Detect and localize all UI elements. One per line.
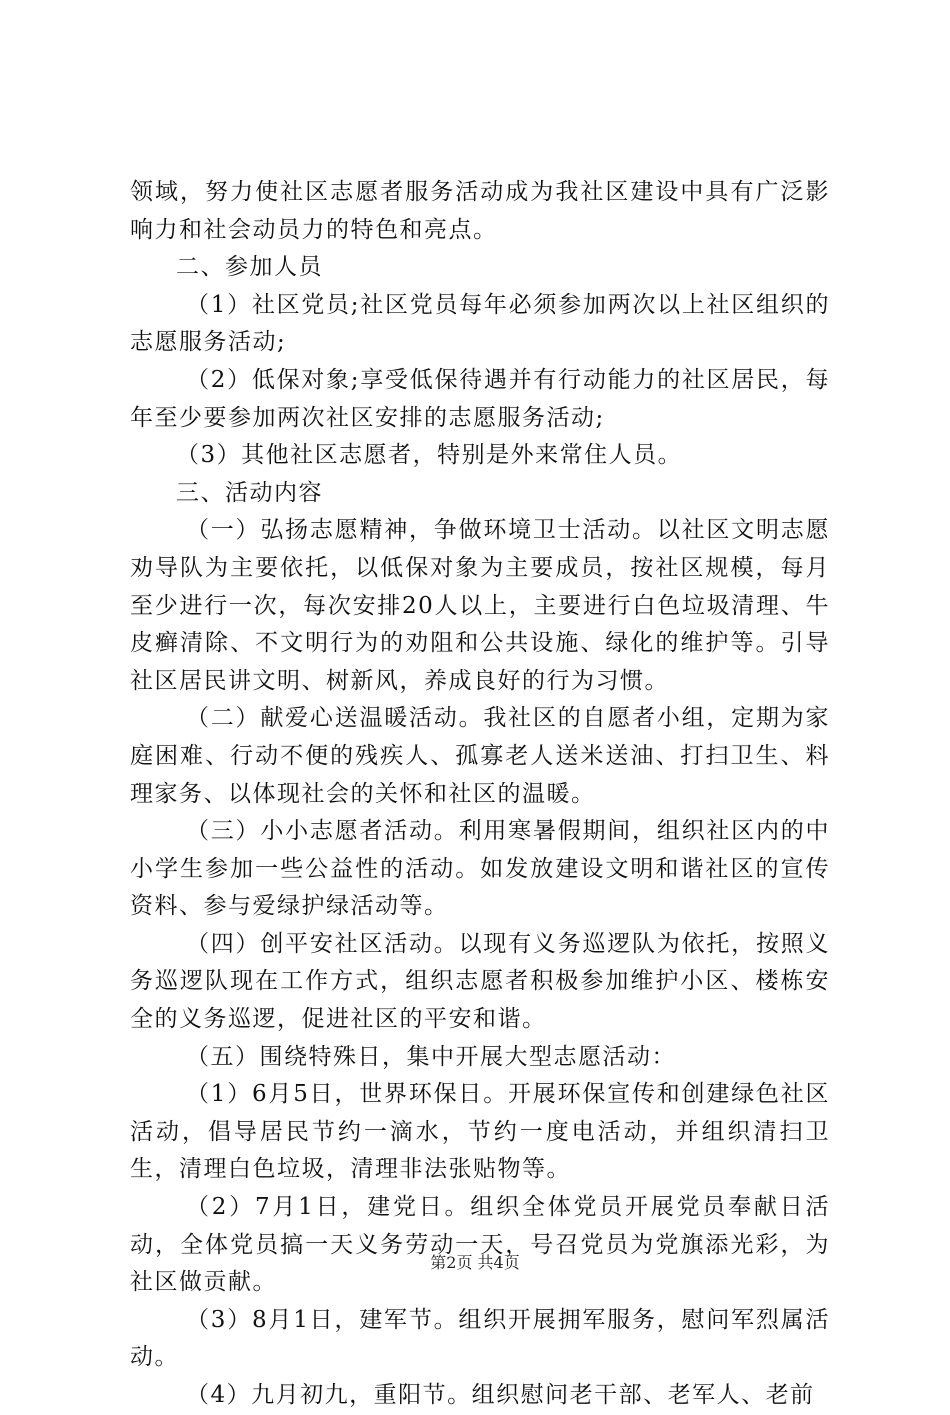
section-heading: 三、活动内容 xyxy=(176,479,323,506)
paragraph: （3）其他社区志愿者，特别是外来常住人员。 xyxy=(176,442,683,469)
paragraph: （2）7月1日，建党日。组织全体党员开展党员奉献日活动，全体党员搞一天义务劳动一天，号召党员为党旗添光彩，为社区做贡献。 xyxy=(130,1194,830,1296)
paragraph: （一）弘扬志愿精神，争做环境卫士活动。以社区文明志愿劝导队为主要依托，以低保对象为主要成员，按社区规模，每月至少进行一次，每次安排20人以上，主要进行白色垃圾清理、牛皮癣清除、不文明行为的劝阻和公共设施、绿化的维护等。引导社区居民讲文明、树新风，养成良好的行为习惯。 xyxy=(130,517,830,694)
paragraph: 领域，努力使社区志愿者服务活动成为我社区建设中具有广泛影响力和社会动员力的特色和亮点。 xyxy=(130,179,830,243)
paragraph: （1）社区党员;社区党员每年必须参加两次以上社区组织的志愿服务活动; xyxy=(130,291,830,356)
paragraph: （2）低保对象;享受低保待遇并有行动能力的社区居民，每年至少要参加两次社区安排的志愿服务活动; xyxy=(130,366,830,431)
paragraph: （五）围绕特殊日，集中开展大型志愿活动： xyxy=(186,1043,676,1070)
paragraph: （3）8月1日，建军节。组织开展拥军服务，慰问军烈属活动。 xyxy=(130,1306,830,1371)
paragraph: （三）小小志愿者活动。利用寒暑假期间，组织社区内的中小学生参加一些公益性的活动。如发放建设文明和谐社区的宣传资料、参与爱绿护绿活动等。 xyxy=(130,818,830,920)
paragraph: （4）九月初九，重阳节。组织慰问老干部、老军人、老前 xyxy=(186,1382,815,1408)
paragraph: （四）创平安社区活动。以现有义务巡逻队为依托，按照义务巡逻队现在工作方式，组织志愿者积极参加维护小区、楼栋安全的义务巡逻，促进社区的平安和谐。 xyxy=(130,930,830,1033)
paragraph: （1）6月5日，世界环保日。开展环保宣传和创建绿色社区活动，倡导居民节约一滴水，节约一度电活动，并组织清扫卫生，清理白色垃圾，清理非法张贴物等。 xyxy=(130,1081,830,1183)
page-number-footer: 第2页 共4页 xyxy=(430,1253,520,1272)
section-heading: 二、参加人员 xyxy=(176,254,323,281)
document-body xyxy=(130,174,830,1415)
paragraph: （二）献爱心送温暖活动。我社区的自愿者小组，定期为家庭困难、行动不便的残疾人、孤寡老人送米送油、打扫卫生、料理家务、以体现社会的关怀和社区的温暖。 xyxy=(130,705,830,807)
